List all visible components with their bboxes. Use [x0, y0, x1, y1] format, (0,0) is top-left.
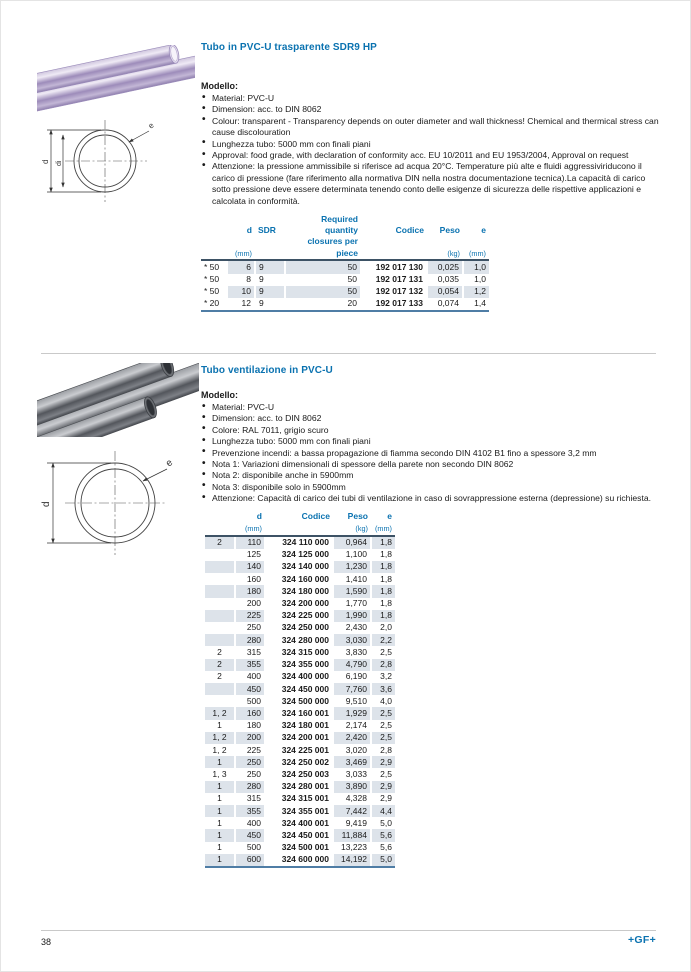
table-row: [205, 793, 395, 805]
cell-note: 1: [205, 829, 235, 841]
cell-e: 2,8: [371, 659, 395, 671]
col-unit-e: (mm): [371, 523, 395, 536]
table-row: [201, 298, 489, 311]
cell-d: 225: [235, 610, 265, 622]
col-unit-d: (mm): [235, 523, 265, 536]
cell-note: 1, 2: [205, 707, 235, 719]
cell-e: 2,5: [371, 732, 395, 744]
cell-e: 2,0: [371, 622, 395, 634]
cell-note: 1: [205, 805, 235, 817]
cell-d: 500: [235, 695, 265, 707]
cell-note: 1: [217, 817, 222, 828]
product-table-ventilation: [205, 511, 395, 868]
spec-bullet: • Nota 2: disponibile anche in 5900mm: [201, 470, 659, 481]
cell-peso: 9,419: [333, 817, 371, 829]
table-row: [205, 854, 395, 867]
col-unit-e: (mm): [463, 236, 489, 260]
cell-peso: 0,964: [333, 536, 371, 549]
cell-note: 1, 2: [205, 732, 235, 744]
product-table-transparent: [201, 213, 489, 312]
cell-peso: 1,990: [333, 610, 371, 622]
cell-d: 315: [235, 646, 265, 658]
cell-codice: 192 017 130: [361, 260, 427, 273]
spec-bullet: • Nota 3: disponibile solo in 5900mm: [201, 482, 659, 493]
cell-peso: 2,430: [333, 622, 371, 634]
table-row: [205, 817, 395, 829]
cell-peso: 3,469: [333, 756, 371, 768]
col-header-e: e: [387, 511, 392, 522]
cell-codice: 324 315 001: [265, 793, 333, 805]
gray-pipes-photo: [37, 363, 199, 437]
cell-codice: 324 280 000: [265, 634, 333, 646]
cell-d: 200: [235, 598, 265, 610]
table-row: [201, 274, 489, 286]
cell-e: 5,6: [371, 829, 395, 841]
cell-codice: 324 200 000: [265, 598, 333, 610]
cell-d: 125: [235, 549, 265, 561]
cell-note: 1, 3: [212, 768, 227, 779]
cell-peso: 0,054: [427, 286, 463, 298]
cell-e: 1,0: [463, 260, 489, 273]
cell-peso: 0,025: [427, 260, 463, 273]
cell-e: 5,6: [371, 842, 395, 854]
cell-d: 140: [235, 561, 265, 573]
cell-d: 160: [235, 573, 265, 585]
cell-note: [205, 634, 235, 646]
cell-e: 1,8: [371, 573, 395, 585]
table-row: [205, 536, 395, 549]
cell-pack-qty: * 50: [201, 274, 227, 286]
cell-d: 160: [235, 707, 265, 719]
spec-bullet: • Nota 1: Variazioni dimensionali di spessore della parete non secondo DIN 8062: [201, 459, 659, 470]
col-header-peso: Peso: [439, 224, 460, 235]
cell-note: 1: [205, 756, 235, 768]
spec-bullet: • Material: PVC-U: [201, 93, 659, 104]
cell-peso: 1,929: [333, 707, 371, 719]
cell-e: 2,5: [371, 707, 395, 719]
col-header-qty-cont: closures per piece: [285, 236, 361, 260]
cell-codice: 324 225 000: [265, 610, 333, 622]
cell-e: 3,2: [371, 671, 395, 683]
col-header-qty: Required quantity: [321, 213, 358, 235]
cell-codice: 324 400 001: [265, 817, 333, 829]
cell-codice: 324 250 000: [265, 622, 333, 634]
col-header-d: d: [246, 224, 252, 235]
cell-d: 500: [235, 842, 265, 854]
cell-e: 2,8: [371, 744, 395, 756]
cell-codice: 192 017 131: [361, 274, 427, 286]
cell-qty: 50: [285, 260, 361, 273]
cell-codice: 324 500 001: [265, 842, 333, 854]
cell-note: 2: [205, 659, 235, 671]
cell-d: 355: [235, 659, 265, 671]
cell-pack-qty: * 20: [201, 298, 227, 311]
cell-e: 5,0: [371, 817, 395, 829]
cell-d: 400: [235, 671, 265, 683]
cell-codice: 324 355 000: [265, 659, 333, 671]
cell-d: 450: [235, 829, 265, 841]
spec-bullet-list: [201, 93, 659, 207]
spec-bullet: • Lunghezza tubo: 5000 mm con finali piani: [201, 436, 659, 447]
cell-codice: 324 200 001: [265, 732, 333, 744]
table-row: [205, 634, 395, 646]
cell-peso: 11,884: [333, 829, 371, 841]
cell-peso: 3,890: [333, 781, 371, 793]
spec-bullet: • Dimension: acc. to DIN 8062: [201, 413, 659, 424]
cell-note: 2: [217, 671, 222, 682]
spec-bullet: • Attenzione: Capacità di carico dei tubi di ventilazione in caso di sovrappressione esterna (depressione) su richiesta.: [201, 493, 659, 504]
cell-d: 280: [235, 781, 265, 793]
cell-codice: 324 125 000: [265, 549, 333, 561]
cell-note: 1: [205, 854, 235, 867]
spec-bullet: • Lunghezza tubo: 5000 mm con finali piani: [201, 139, 659, 150]
cell-d: 450: [235, 683, 265, 695]
cell-peso: 2,420: [333, 732, 371, 744]
cell-note: 1: [205, 781, 235, 793]
cell-peso: 14,192: [333, 854, 371, 867]
cell-peso: 1,410: [333, 573, 371, 585]
cell-peso: 7,760: [333, 683, 371, 695]
gf-logo: +GF+: [627, 934, 656, 946]
cell-codice: 324 500 000: [265, 695, 333, 707]
cell-peso: 4,790: [333, 659, 371, 671]
dim-label-d: d: [41, 159, 50, 164]
spec-bullet: • Approval: food grade, with declaration of conformity acc. EU 10/2011 and EU 1953/2004, Approval on request: [201, 150, 659, 161]
col-header-codice: Codice: [395, 224, 424, 235]
table-row: [205, 781, 395, 793]
cell-codice: 324 160 001: [265, 707, 333, 719]
table-row: [205, 720, 395, 732]
page-number: 38: [41, 937, 52, 947]
col-unit-peso: (kg): [427, 236, 463, 260]
cell-note: [205, 683, 235, 695]
cell-peso: 3,030: [333, 634, 371, 646]
cell-codice: 324 400 000: [265, 671, 333, 683]
cell-note: 1: [217, 842, 222, 853]
cell-sdr: 9: [255, 260, 285, 273]
cell-peso: 1,770: [333, 598, 371, 610]
cell-pack-qty: * 50: [201, 260, 227, 273]
table-row: [205, 683, 395, 695]
dim-label-e: e: [163, 457, 176, 470]
cell-d: 250: [235, 622, 265, 634]
cell-e: 2,9: [371, 781, 395, 793]
table-row: [205, 622, 395, 634]
section-pvc-u-ventilation: [201, 365, 659, 868]
cell-d: 6: [227, 260, 255, 273]
cell-peso: 1,590: [333, 585, 371, 597]
model-label: Modello:: [201, 390, 238, 400]
cell-d: 8: [227, 274, 255, 286]
spec-bullet-list: [201, 402, 659, 505]
cell-sdr: 9: [255, 286, 285, 298]
cell-codice: 324 160 000: [265, 573, 333, 585]
cell-e: 4,4: [371, 805, 395, 817]
table-row: [205, 610, 395, 622]
spec-bullet: • Prevenzione incendi: a bassa propagazione di fiamma secondo DIN 4102 B1 fino a spessore 3,2 mm: [201, 448, 659, 459]
cell-codice: 324 250 002: [265, 756, 333, 768]
cell-note: 2: [217, 646, 222, 657]
table-row: [205, 829, 395, 841]
cell-d: 280: [235, 634, 265, 646]
cell-peso: 1,100: [333, 549, 371, 561]
cell-d: 10: [227, 286, 255, 298]
table-row: [205, 646, 395, 658]
section-pvc-u-transparent: [201, 42, 659, 312]
spec-bullet: • Material: PVC-U: [201, 402, 659, 413]
cell-e: 1,8: [371, 549, 395, 561]
cell-note: 2: [205, 536, 235, 549]
cell-note: [205, 585, 235, 597]
cell-qty: 20: [285, 298, 361, 311]
cell-d: 180: [235, 585, 265, 597]
model-label: Modello:: [201, 81, 238, 91]
cell-e: 1,8: [371, 536, 395, 549]
cell-e: 4,0: [371, 695, 395, 707]
col-unit-peso: (kg): [333, 523, 371, 536]
spec-bullet: • Colore: RAL 7011, grigio scuro: [201, 425, 659, 436]
section-divider: [41, 353, 656, 354]
cell-peso: 0,074: [427, 298, 463, 311]
cell-peso: 6,190: [333, 671, 371, 683]
cell-d: 355: [235, 805, 265, 817]
table-row: [205, 598, 395, 610]
cell-qty: 50: [285, 274, 361, 286]
cell-d: 12: [227, 298, 255, 311]
cell-d: 225: [235, 744, 265, 756]
cell-e: 2,5: [371, 720, 395, 732]
cell-peso: 2,174: [333, 720, 371, 732]
cell-note: [205, 610, 235, 622]
cell-codice: 324 250 003: [265, 768, 333, 780]
dim-label-d: d: [41, 501, 52, 507]
cell-note: [205, 573, 235, 585]
table-row: [205, 842, 395, 854]
cell-d: 180: [235, 720, 265, 732]
cell-sdr: 9: [255, 298, 285, 311]
section-title: Tubo in PVC-U trasparente SDR9 HP: [201, 42, 377, 53]
cell-d: 315: [235, 793, 265, 805]
col-header-peso: Peso: [347, 511, 368, 522]
table-row: [205, 732, 395, 744]
cell-codice: 324 180 001: [265, 720, 333, 732]
section-title: Tubo ventilazione in PVC-U: [201, 365, 333, 376]
cell-e: 2,9: [371, 793, 395, 805]
cell-codice: 324 355 001: [265, 805, 333, 817]
cell-note: [205, 549, 235, 561]
cell-e: 1,0: [463, 274, 489, 286]
cell-peso: 1,230: [333, 561, 371, 573]
col-header-codice: Codice: [301, 511, 330, 522]
cell-peso: 7,442: [333, 805, 371, 817]
col-header-sdr: SDR: [258, 224, 276, 235]
table-row: [205, 707, 395, 719]
cell-d: 600: [235, 854, 265, 867]
table-row: [205, 756, 395, 768]
cell-d: 110: [235, 536, 265, 549]
cell-codice: 324 450 000: [265, 683, 333, 695]
table-row: [205, 549, 395, 561]
cell-codice: 324 280 001: [265, 781, 333, 793]
cell-codice: 324 600 000: [265, 854, 333, 867]
cell-note: [205, 598, 235, 610]
cell-e: 2,5: [371, 646, 395, 658]
table-row: [205, 585, 395, 597]
cell-peso: 4,328: [333, 793, 371, 805]
cell-e: 2,9: [371, 756, 395, 768]
col-header-d: d: [256, 511, 262, 522]
table-row: [205, 561, 395, 573]
cell-codice: 324 225 001: [265, 744, 333, 756]
cell-e: 3,6: [371, 683, 395, 695]
cell-peso: 3,830: [333, 646, 371, 658]
cell-peso: 13,223: [333, 842, 371, 854]
cell-e: 1,8: [371, 610, 395, 622]
cell-codice: 324 140 000: [265, 561, 333, 573]
cell-codice: 324 315 000: [265, 646, 333, 658]
pipe-cross-section-drawing-1: [39, 117, 175, 207]
table-row: [201, 286, 489, 298]
cell-codice: 192 017 133: [361, 298, 427, 311]
pipe-cross-section-drawing-2: [39, 443, 189, 561]
cell-e: 1,2: [463, 286, 489, 298]
cell-peso: 0,035: [427, 274, 463, 286]
cell-d: 400: [235, 817, 265, 829]
cell-d: 250: [235, 756, 265, 768]
cell-e: 5,0: [371, 854, 395, 867]
cell-e: 1,8: [371, 598, 395, 610]
dim-label-di: di: [56, 160, 63, 166]
cell-note: [205, 561, 235, 573]
col-header-e: e: [481, 224, 486, 235]
cell-note: 1: [217, 793, 222, 804]
cell-e: 1,8: [371, 585, 395, 597]
cell-e: 1,8: [371, 561, 395, 573]
cell-e: 2,5: [371, 768, 395, 780]
cell-qty: 50: [285, 286, 361, 298]
footer-divider: [41, 930, 656, 931]
transparent-pipes-photo: [37, 45, 195, 113]
table-row: [205, 573, 395, 585]
cell-codice: 324 110 000: [265, 536, 333, 549]
cell-note: [205, 622, 235, 634]
cell-e: 2,2: [371, 634, 395, 646]
table-row: [205, 671, 395, 683]
spec-bullet: • Attenzione: la pressione ammissibile si riferisce ad acqua 20°C. Temperature più alte e fluidi aggressiviriducono il carico di pressione (fare riferimento alla normativa DIN nella nostra documentazione tecnica).La capacità di carico sotto pressione deve essere determinata tenendo conto delle esigenze di sicurezza delle rispettive applicazioni e calcolata in conformità.: [201, 161, 659, 207]
cell-codice: 192 017 132: [361, 286, 427, 298]
cell-note: 1, 2: [212, 744, 227, 755]
cell-peso: 3,033: [333, 768, 371, 780]
table-row: [205, 744, 395, 756]
cell-codice: 324 180 000: [265, 585, 333, 597]
table-row: [201, 260, 489, 273]
table-row: [205, 659, 395, 671]
col-unit-d: (mm): [227, 236, 255, 260]
cell-codice: 324 450 001: [265, 829, 333, 841]
cell-pack-qty: * 50: [201, 286, 227, 298]
cell-d: 200: [235, 732, 265, 744]
cell-peso: 9,510: [333, 695, 371, 707]
cell-e: 1,4: [463, 298, 489, 311]
cell-peso: 3,020: [333, 744, 371, 756]
cell-sdr: 9: [255, 274, 285, 286]
dim-label-e: e: [146, 120, 156, 131]
table-row: [205, 768, 395, 780]
cell-note: [205, 695, 235, 707]
spec-bullet: • Dimension: acc. to DIN 8062: [201, 104, 659, 115]
table-row: [205, 695, 395, 707]
spec-bullet: • Colour: transparent - Transparency depends on outer diameter and wall thickness! Chemical and thermical stress can cause discolouration: [201, 116, 659, 139]
cell-note: 1: [217, 720, 222, 731]
cell-d: 250: [235, 768, 265, 780]
table-row: [205, 805, 395, 817]
